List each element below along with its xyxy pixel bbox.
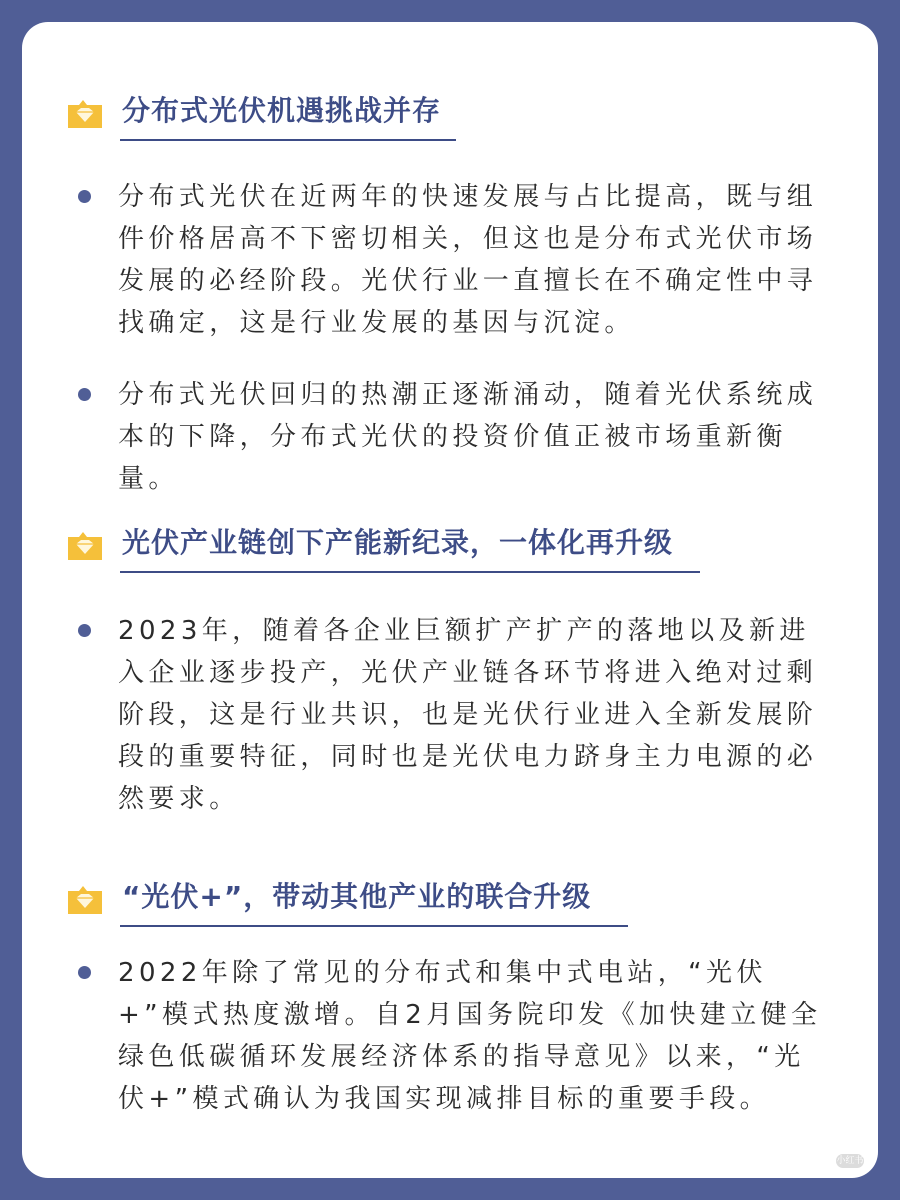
title-underline	[120, 925, 628, 927]
section-3	[22, 874, 878, 1114]
bullet-text: 2022年除了常见的分布式和集中式电站，“光伏+”模式热度激增。自2月国务院印发《加快建立健全绿色低碳循环发展经济体系的指导意见》以来，“光伏+”模式确认为我国实现减排目标的重要手段。	[118, 958, 822, 1114]
section-heading	[22, 520, 878, 570]
section-title: “光伏+”，带动其他产业的联合升级	[122, 880, 592, 913]
section-heading	[22, 88, 878, 138]
diamond-badge-icon	[66, 530, 104, 562]
bullet-dot-icon	[78, 190, 91, 203]
bullet-dot-icon	[78, 388, 91, 401]
diamond-badge-icon	[66, 884, 104, 916]
bullet-dot-icon	[78, 624, 91, 637]
section-1	[22, 88, 878, 494]
section-heading	[22, 874, 878, 924]
bullet-text: 2023年，随着各企业巨额扩产扩产的落地以及新进入企业逐步投产，光伏产业链各环节将进入绝对过剩阶段，这是行业共识，也是光伏行业进入全新发展阶段的重要特征，同时也是光伏电力跻身主力电源的必然要求。	[118, 616, 818, 814]
title-underline	[120, 139, 456, 141]
title-underline	[120, 571, 700, 573]
section-title: 光伏产业链创下产能新纪录，一体化再升级	[122, 526, 674, 559]
section-title: 分布式光伏机遇挑战并存	[122, 94, 442, 127]
content-card	[22, 22, 878, 1178]
watermark-logo: 小红书	[836, 1156, 864, 1166]
bullet-text: 分布式光伏在近两年的快速发展与占比提高，既与组件价格居高不下密切相关，但这也是分布式光伏市场发展的必经阶段。光伏行业一直擅长在不确定性中寻找确定，这是行业发展的基因与沉淀。	[118, 182, 818, 338]
bullet-dot-icon	[78, 966, 91, 979]
bullet-text: 分布式光伏回归的热潮正逐渐涌动，随着光伏系统成本的下降，分布式光伏的投资价值正被市场重新衡量。	[118, 380, 818, 494]
section-2	[22, 520, 878, 814]
diamond-badge-icon	[66, 98, 104, 130]
